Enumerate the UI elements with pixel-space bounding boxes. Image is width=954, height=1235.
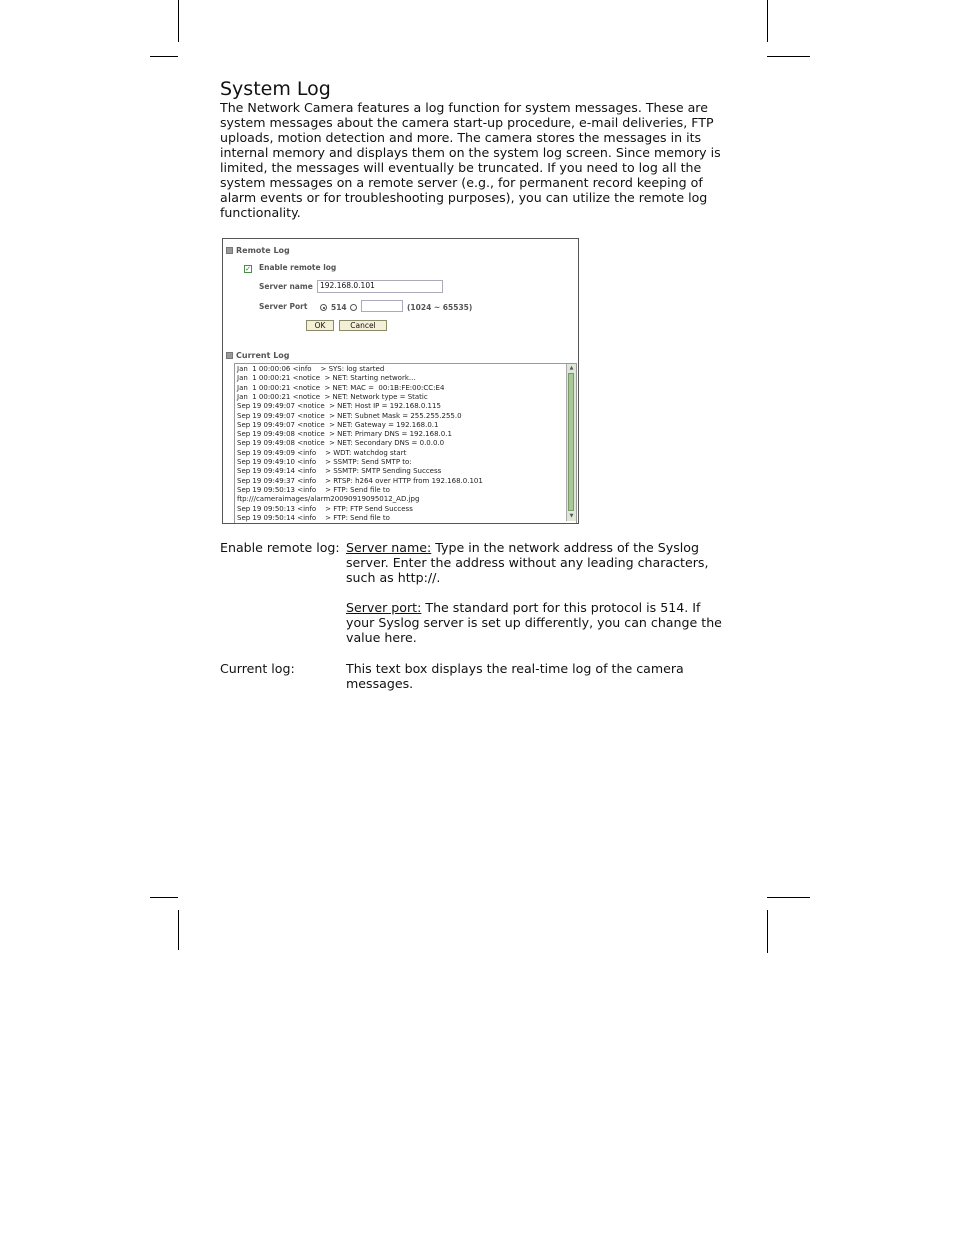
crop-mark: [150, 897, 178, 898]
current-log-section-title: Current Log: [226, 351, 290, 360]
log-line: Sep 19 09:49:07 <notice > NET: Gateway = 192.168.0.1: [237, 420, 439, 429]
cancel-button[interactable]: Cancel: [339, 320, 387, 331]
log-line: Sep 19 09:49:37 <info > RTSP: h264 over HTTP from 192.168.0.101: [237, 476, 483, 485]
page-title: System Log: [220, 78, 331, 100]
scroll-up-icon[interactable]: ▲: [569, 365, 574, 371]
log-line: Jan 1 00:00:21 <notice > NET: Starting network...: [237, 374, 416, 383]
definition-paragraph: Server name: Type in the network address of the Syslog server. Enter the address without any leading characters, such as http://.: [346, 540, 709, 585]
log-line: ftp:///cameraimages/alarm20090919095012_AD.jpg: [237, 495, 420, 504]
definition-description: [346, 540, 726, 645]
intro-paragraph: The Network Camera features a log function for system messages. These are system messages about the camera start-up procedure, e-mail deliveries, FTP uploads, motion detection and more. The camera stores the messages in its internal memory and displays them on the system log screen. Since memory is limited, the messages will eventually be truncated. If you need to log all the system messages on a remote server (e.g., for permanent record keeping of alarm events or for troubleshooting purposes), you can utilize the remote log functionality.: [220, 100, 721, 220]
definition-description: [346, 661, 726, 691]
log-line: Sep 19 09:49:08 <notice > NET: Primary DNS = 192.168.0.1: [237, 430, 452, 439]
scroll-down-icon[interactable]: ▼: [569, 513, 574, 519]
log-line: Sep 19 09:50:13 <info > FTP: Send file to: [237, 485, 390, 494]
crop-mark: [767, 910, 768, 953]
log-line: Sep 19 09:50:14 <info > FTP: Send file to: [237, 513, 390, 522]
port-custom-radio[interactable]: [350, 304, 357, 311]
ok-button[interactable]: OK: [306, 320, 334, 331]
definition-label: Server name:: [346, 540, 432, 555]
log-line: Sep 19 09:50:13 <info > FTP: FTP Send Success: [237, 504, 413, 513]
server-name-label: Server name: [259, 282, 313, 291]
log-scrollbar[interactable]: [566, 364, 576, 521]
server-port-label: Server Port: [259, 302, 308, 311]
definition-term: Current log:: [220, 661, 295, 676]
port-default-label: 514: [331, 303, 347, 312]
crop-mark: [767, 0, 768, 42]
crop-mark: [178, 910, 179, 950]
port-default-radio[interactable]: [320, 304, 327, 311]
log-line: Jan 1 00:00:21 <notice > NET: MAC = 00:1B:FE:00:CC:E4: [237, 383, 445, 392]
server-name-input[interactable]: 192.168.0.101: [317, 280, 443, 293]
log-line: Sep 19 09:49:09 <info > WDT: watchdog start: [237, 448, 407, 457]
log-line: Jan 1 00:00:06 <info > SYS: log started: [237, 365, 385, 373]
enable-remote-log-checkbox[interactable]: ✓: [245, 265, 251, 273]
section-content: [220, 78, 730, 220]
custom-port-input[interactable]: [361, 300, 403, 312]
collapse-icon: [226, 247, 233, 254]
log-line: Sep 19 09:49:07 <notice > NET: Host IP = 192.168.0.115: [237, 402, 441, 411]
log-line: Sep 19 09:49:07 <notice > NET: Subnet Mask = 255.255.255.0: [237, 411, 462, 420]
collapse-icon: [226, 352, 233, 359]
log-line: Jan 1 00:00:21 <notice > NET: Network type = Static: [237, 392, 428, 401]
crop-mark: [767, 56, 810, 57]
crop-mark: [767, 897, 810, 898]
crop-mark: [178, 0, 179, 42]
current-log-textbox[interactable]: [234, 363, 577, 524]
system-log-screenshot: [222, 238, 579, 524]
port-range-hint: (1024 ~ 65535): [407, 303, 473, 312]
definition-term: Enable remote log:: [220, 540, 340, 555]
definition-label: Server port:: [346, 600, 422, 615]
definition-paragraph: This text box displays the real-time log of the camera messages.: [346, 661, 684, 691]
log-line: Sep 19 09:49:08 <notice > NET: Secondary DNS = 0.0.0.0: [237, 439, 445, 448]
crop-mark: [150, 56, 178, 57]
scroll-thumb[interactable]: [568, 373, 574, 511]
remote-log-section-title: Remote Log: [226, 246, 290, 255]
log-line: Sep 19 09:49:14 <info > SSMTP: SMTP Sending Success: [237, 467, 442, 476]
log-line: Sep 19 09:49:10 <info > SSMTP: Send SMTP to:: [237, 458, 412, 466]
definition-paragraph: Server port: The standard port for this protocol is 514. If your Syslog server is set up differently, you can change the value here.: [346, 600, 722, 645]
enable-remote-log-label: Enable remote log: [259, 263, 337, 272]
